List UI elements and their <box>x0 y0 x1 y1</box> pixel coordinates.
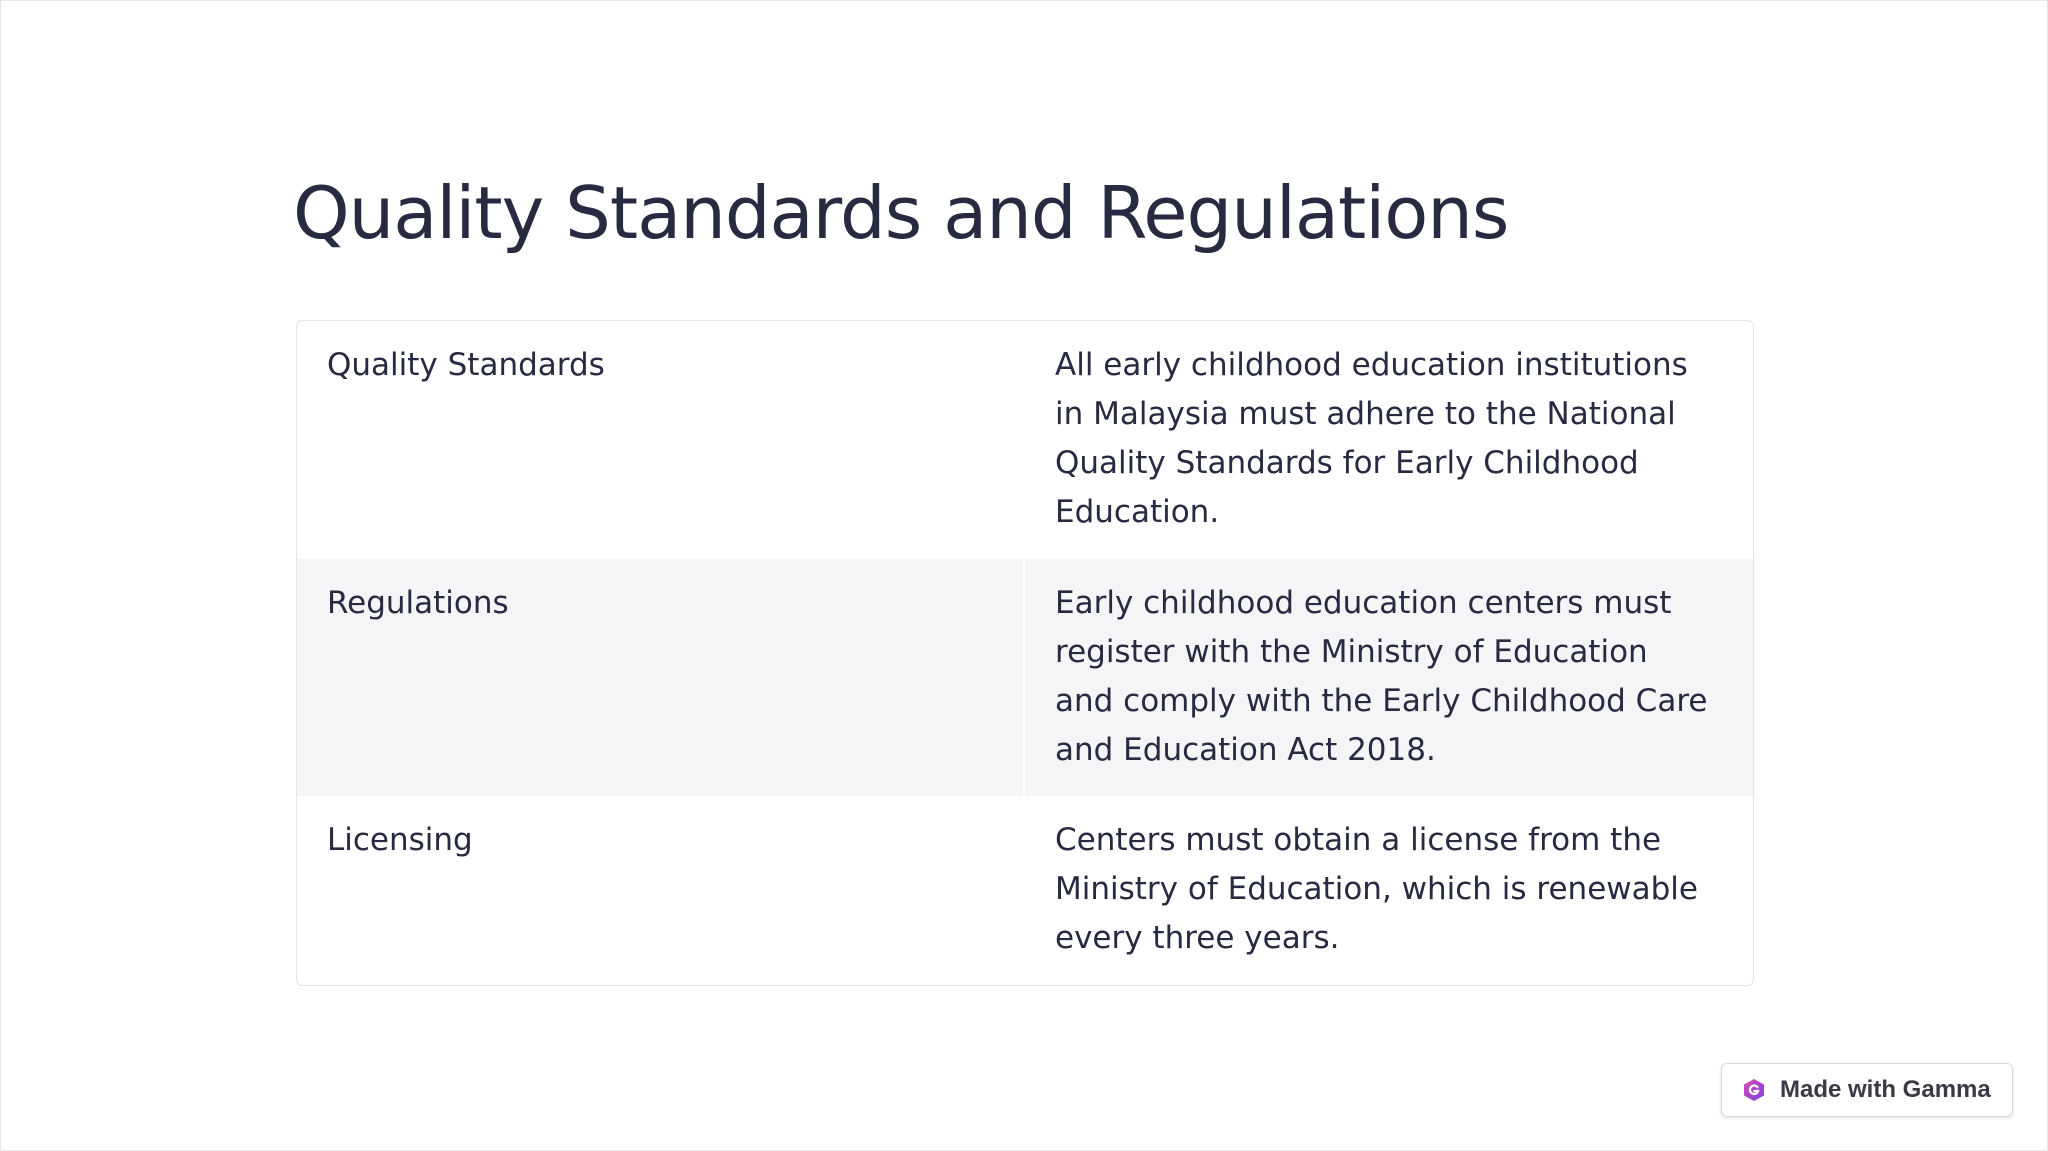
row-description: Early childhood education centers must register with the Ministry of Education and comply with the Early Childhood Care and Education Act 2018. <box>1055 585 1708 768</box>
row-label: Regulations <box>297 559 1025 796</box>
page-title: Quality Standards and Regulations <box>293 171 1509 255</box>
table-row <box>297 796 1753 985</box>
row-label: Licensing <box>327 822 473 858</box>
badge-label: Made with Gamma <box>1780 1076 1991 1103</box>
gamma-logo-icon <box>1742 1078 1766 1102</box>
row-description: All early childhood education institutions in Malaysia must adhere to the National Quality Standards for Early Childhood Education. <box>1055 347 1688 530</box>
table-row <box>297 321 1753 559</box>
row-label: Quality Standards <box>327 347 605 383</box>
standards-table <box>296 320 1754 986</box>
made-with-gamma-button[interactable] <box>1721 1063 2013 1117</box>
row-description: Centers must obtain a license from the Ministry of Education, which is renewable every three years. <box>1055 822 1698 956</box>
table-row <box>297 559 1753 796</box>
